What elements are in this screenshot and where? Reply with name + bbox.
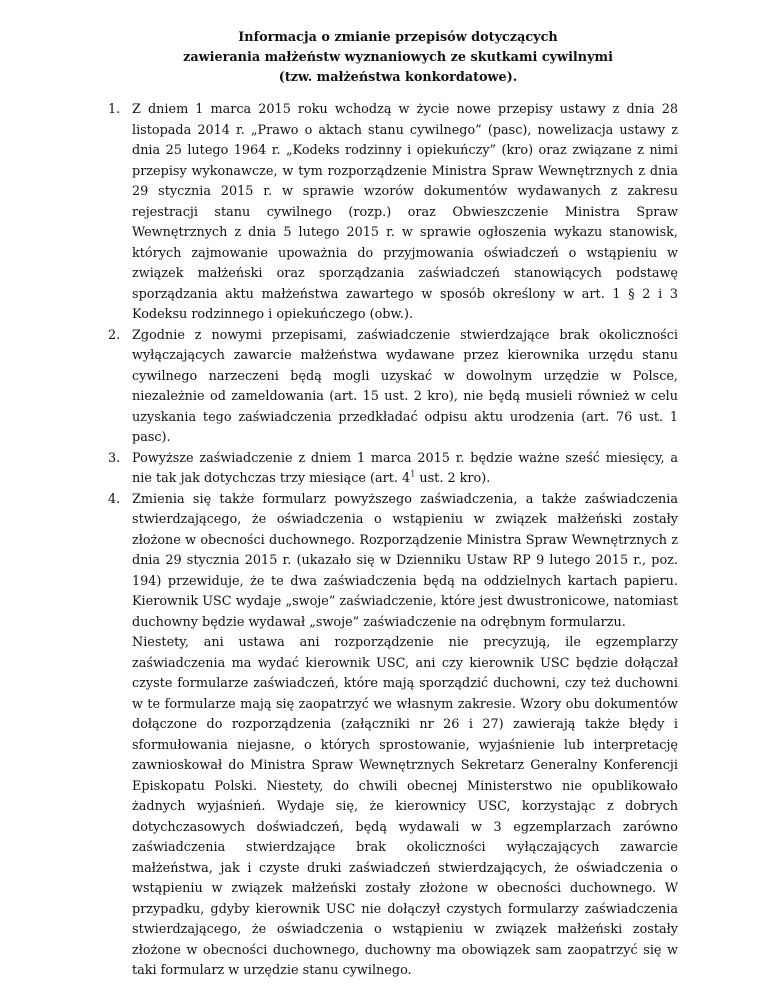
list-item-text: Z dniem 1 marca 2015 roku wchodzą w życie nowe przepisy ustawy z dnia 28 listopada 2014 r. „Prawo o aktach stanu cywilnego” (pasc), nowelizacja ustawy z dnia 25 lutego 1964 r. „Kodeks rodzinny i opiekuńczy” (kro) oraz związane z nimi przepisy wykonawcze, w tym rozporządzenie Ministra Spraw Wewnętrznych z dnia 29 stycznia 2015 r. w sprawie wzorów dokumentów wydawanych z zakresu rejestracji stanu cywilnego (rozp.) oraz Obwieszczenie Ministra Spraw Wewnętrznych z dnia 5 lutego 2015 r. w sprawie ogłoszenia wykazu stanowisk, których zajmowanie upoważnia do przyjmowania oświadczeń o wstąpieniu w związek małżeński oraz sporządzania zaświadczeń stanowiących podstawę sporządzania aktu małżeństwa zawartego w sposób określony w art. 1 § 2 i 3 Kodeksu rodzinnego i opiekuńczego (obw.). [132, 102, 678, 322]
list-item-number: 2. [108, 327, 121, 343]
list-item-number: 3. [108, 450, 121, 466]
list-item-1 [108, 100, 678, 326]
list-item-number: 4. [108, 491, 121, 507]
list-item-2 [108, 326, 678, 449]
list-item-continuation: Niestety, ani ustawa ani rozporządzenie nie precyzują, ile egzemplarzy zaświadczenia ma wydać kierownik USC, ani czy kierownik USC będzie dołączał czyste formularze zaświadczeń, które mają sporządzić duchowni, czy też duchowni w te formularze mają się zaopatrzyć we własnym zakresie. Wzory obu dokumentów dołączone do rozporządzenia (załączniki nr 26 i 27) zawierają także błędy i sformułowania niejasne, o których sprostowanie, wyjaśnienie lub interpretację zawnioskował do Ministra Spraw Wewnętrznych Sekretarz Generalny Konferencji Episkopatu Polski. Niestety, do chwili obecnej Ministerstwo nie opublikowało żadnych wyjaśnień. Wydaje się, że kierownicy USC, korzystając z dobrych dotychczasowych doświadczeń, będą wydawali w 3 egzemplarzach zarówno zaświadczenia stwierdzające brak okoliczności wyłączających zawarcie małżeństwa, jak i czyste druki zaświadczeń stwierdzających, że oświadczenia o wstąpieniu w związek małżeński zostały złożone w obecności duchownego. W przypadku, gdyby kierownik USC nie dołączył czystych formularzy zaświadczenia stwierdzającego, że oświadczenia o wstąpieniu w związek małżeński zostały złożone w obecności duchownego, duchowny ma obowiązek sam zaopatrzyć się w taki formularz w urzędzie stanu cywilnego. [132, 635, 678, 978]
title-line-3: (tzw. małżeństwa konkordatowe). [278, 70, 518, 85]
list-item-number: 1. [108, 102, 121, 117]
list-item-text: Zgodnie z nowymi przepisami, zaświadczenie stwierdzające brak okoliczności wyłączających zawarcie małżeństwa wydawane przez kierownika urzędu stanu cywilnego narzeczeni będą mogli uzyskać w dowolnym urzędzie w Polsce, niezależnie od zameldowania (art. 15 ust. 2 kro), nie będą musieli również w celu uzyskania tego zaświadczenia przedkładać odpisu aktu urodzenia (art. 76 ust. 1 pasc). [132, 327, 678, 445]
numbered-list [108, 100, 678, 982]
title-line-1: Informacja o zmianie przepisów dotyczących [238, 30, 558, 45]
superscript: 1 [410, 469, 416, 479]
list-item-text [132, 449, 678, 490]
text-before-superscript: Powyższe zaświadczenie z dniem 1 marca 2015 r. będzie ważne sześć miesięcy, a nie tak jak dotychczas trzy miesiące (art. 4 [132, 450, 678, 486]
title-line-2: zawierania małżeństw wyznaniowych ze skutkami cywilnymi [183, 50, 613, 65]
list-item-4 [108, 490, 678, 982]
list-item-text: Zmienia się także formularz powyższego zaświadczenia, a także zaświadczenia stwierdzającego, że oświadczenia o wstąpieniu w związek małżeński zostały złożone w obecności duchownego. Rozporządzenie Ministra Spraw Wewnętrznych z dnia 29 stycznia 2015 r. (ukazało się w Dzienniku Ustaw RP 9 lutego 2015 r., poz. 194) przewiduje, że te dwa zaświadczenia będą na oddzielnych kartach papieru. Kierownik USC wydaje „swoje” zaświadczenie, które jest dwustronicowe, natomiast duchowny będzie wydawał „swoje” zaświadczenie na odrębnym formularzu. [132, 491, 678, 630]
document-title [108, 28, 678, 88]
text-after-superscript: ust. 2 kro). [415, 471, 491, 486]
list-item-3 [108, 449, 678, 490]
